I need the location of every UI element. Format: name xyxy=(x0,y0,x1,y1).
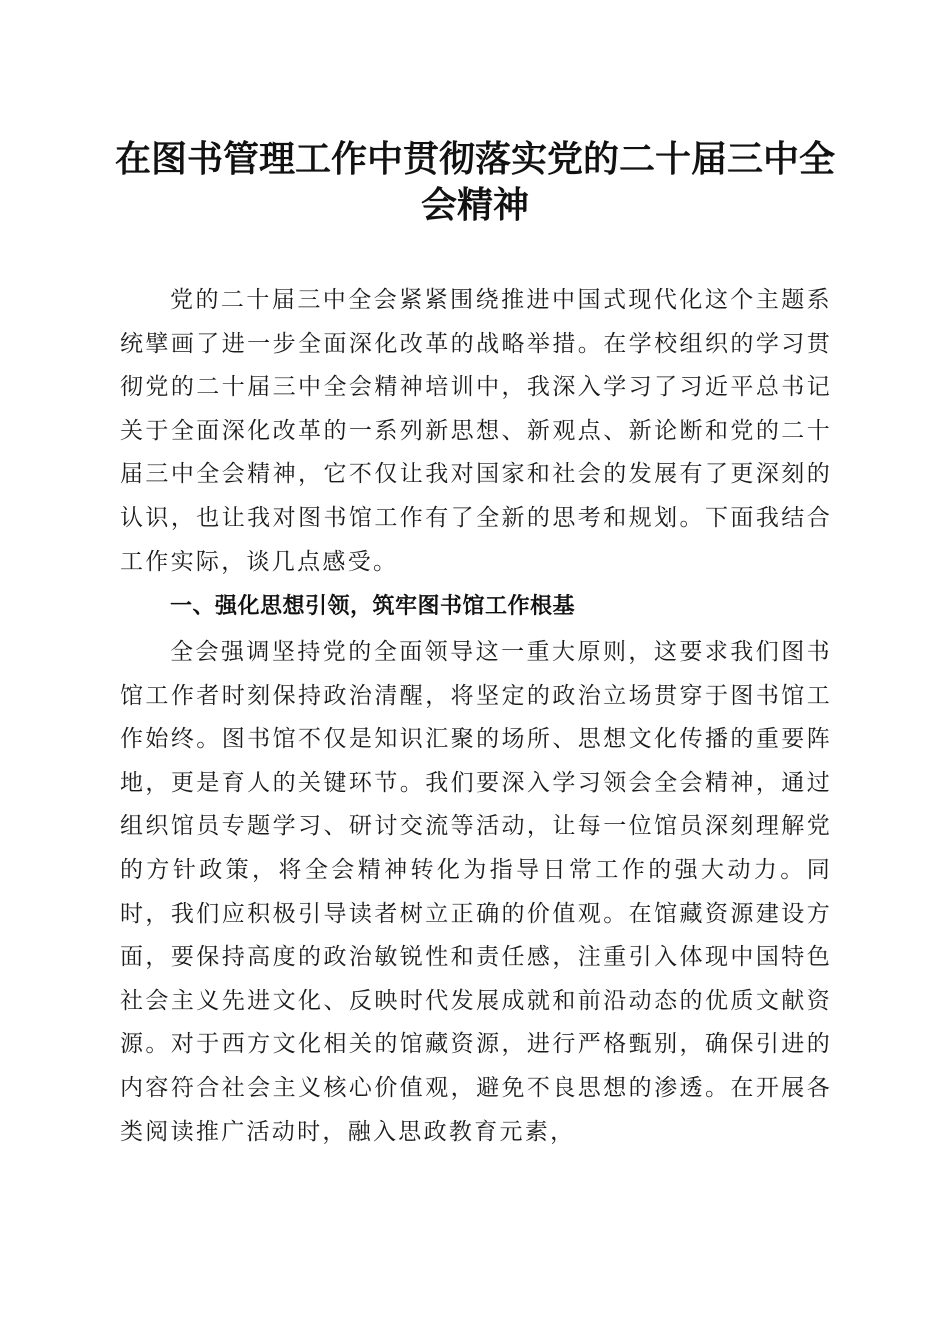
intro-paragraph: 党的二十届三中全会紧紧围绕推进中国式现代化这个主题系统擘画了进一步全面深化改革的战略举措。在学校组织的学习贯彻党的二十届三中全会精神培训中，我深入学习了习近平总书记关于全面深化改革的一系列新思想、新观点、新论断和党的二十届三中全会精神，它不仅让我对国家和社会的发展有了更深刻的认识，也让我对图书馆工作有了全新的思考和规划。下面我结合工作实际，谈几点感受。 xyxy=(120,287,832,575)
section-paragraph: 全会强调坚持党的全面领导这一重大原则，这要求我们图书馆工作者时刻保持政治清醒，将坚定的政治立场贯穿于图书馆工作始终。图书馆不仅是知识汇聚的场所、思想文化传播的重要阵地，更是育人的关键环节。我们要深入学习领会全会精神，通过组织馆员专题学习、研讨交流等活动，让每一位馆员深刻理解党的方针政策，将全会精神转化为指导日常工作的强大动力。同时，我们应积极引导读者树立正确的价值观。在馆藏资源建设方面，要保持高度的政治敏锐性和责任感，注重引入体现中国特色社会主义先进文化、反映时代发展成就和前沿动态的优质文献资源。对于西方文化相关的馆藏资源，进行严格甄别，确保引进的内容符合社会主义核心价值观，避免不良思想的渗透。在开展各类阅读推广活动时，融入思政教育元素， xyxy=(120,639,832,1145)
section-heading: 一、强化思想引领，筑牢图书馆工作根基 xyxy=(170,594,576,619)
document-title: 在图书管理工作中贯彻落实党的二十届三中全会精神 xyxy=(114,138,835,226)
